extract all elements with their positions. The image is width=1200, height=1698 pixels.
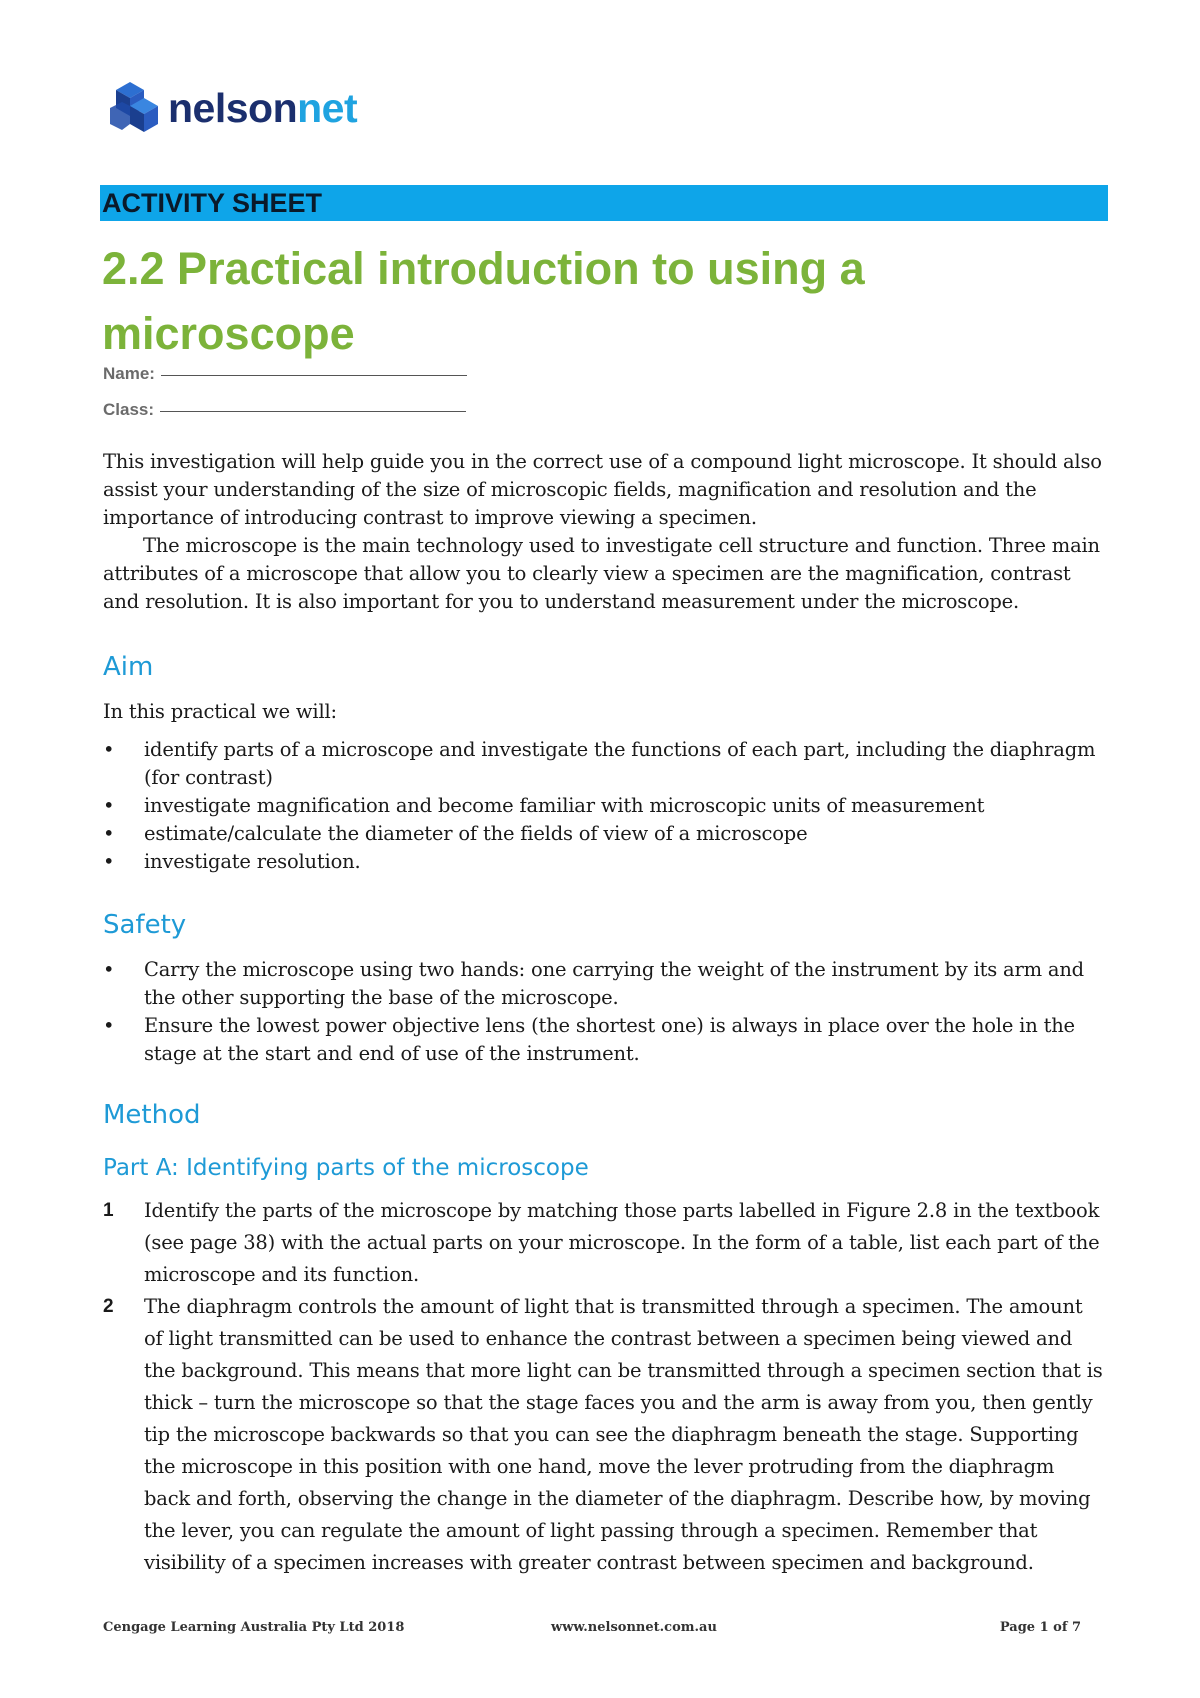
safety-heading: Safety bbox=[103, 910, 187, 940]
part-a-steps bbox=[103, 1195, 1103, 1579]
aim-lead: In this practical we will: bbox=[103, 700, 337, 723]
aim-heading: Aim bbox=[103, 652, 154, 682]
activity-sheet-banner: ACTIVITY SHEET bbox=[100, 185, 1108, 221]
safety-section bbox=[103, 956, 1103, 1068]
class-line[interactable] bbox=[160, 411, 466, 412]
page-title: 2.2 Practical introduction to using a microscope bbox=[102, 243, 865, 359]
class-label: Class: bbox=[103, 400, 155, 419]
name-label: Name: bbox=[103, 364, 155, 383]
part-a-heading: Part A: Identifying parts of the microscope bbox=[103, 1155, 589, 1181]
list-item: • estimate/calculate the diameter of the fields of view of a microscope bbox=[103, 822, 808, 845]
name-line[interactable] bbox=[161, 375, 467, 376]
intro-paragraph: The microscope is the main technology used to investigate cell structure and function. Three main attributes of a microscope that allow you to clearly view a specimen are the magnification, contrast and resolution. It is also important for you to understand measurement under the microscope. bbox=[103, 534, 1100, 613]
logo-wordmark: nelsonnet bbox=[168, 84, 358, 131]
method-heading: Method bbox=[103, 1100, 201, 1130]
intro-paragraph: This investigation will help guide you in the correct use of a compound light microscope. It should also assist your understanding of the size of microscopic fields, magnification and resolution and the importance of introducing contrast to improve viewing a specimen. bbox=[103, 450, 1102, 529]
nelsonnet-cube-logo-icon bbox=[108, 76, 164, 138]
list-item: 1 Identify the parts of the microscope by matching those parts labelled in Figure 2.8 in the textbook (see page 38) with the actual parts on your microscope. In the form of a table, list each part of the microscope and its function. bbox=[103, 1199, 1100, 1286]
part-a-section bbox=[103, 1195, 1103, 1579]
safety-list bbox=[103, 956, 1103, 1068]
nelsonnet-logo bbox=[108, 74, 357, 140]
footer-website-link[interactable]: www.nelsonnet.com.au bbox=[551, 1620, 717, 1635]
class-field[interactable] bbox=[103, 400, 466, 420]
name-field[interactable] bbox=[103, 364, 467, 384]
footer-page-number: Page 1 of 7 bbox=[999, 1620, 1081, 1635]
intro-section bbox=[103, 448, 1103, 616]
list-item: • Carry the microscope using two hands: one carrying the weight of the instrument by its arm and the other supporting the base of the microscope. bbox=[103, 958, 1084, 1009]
aim-list bbox=[103, 736, 1103, 876]
list-item: • investigate magnification and become familiar with microscopic units of measurement bbox=[103, 794, 985, 817]
list-item: 2 The diaphragm controls the amount of light that is transmitted through a specimen. The amount of light transmitted can be used to enhance the contrast between a specimen being viewed and the background. This means that more light can be transmitted through a specimen section that is thick – turn the microscope so that the stage faces you and the arm is away from you, then gently tip the microscope backwards so that you can see the diaphragm beneath the stage. Supporting the microscope in this position with one hand, move the lever protruding from the diaphragm back and forth, observing the change in the diameter of the diaphragm. Describe how, by moving the lever, you can regulate the amount of light passing through a specimen. Remember that visibility of a specimen increases with greater contrast between specimen and background. bbox=[103, 1295, 1103, 1574]
footer-copyright: Cengage Learning Australia Pty Ltd 2018 bbox=[103, 1620, 405, 1635]
list-item: • investigate resolution. bbox=[103, 850, 361, 873]
page-footer bbox=[103, 1620, 1083, 1644]
list-item: • Ensure the lowest power objective lens (the shortest one) is always in place over the hole in the stage at the start and end of use of the instrument. bbox=[103, 1014, 1075, 1065]
aim-section bbox=[103, 698, 1103, 876]
list-item: • identify parts of a microscope and investigate the functions of each part, including the diaphragm (for contrast) bbox=[103, 738, 1096, 789]
